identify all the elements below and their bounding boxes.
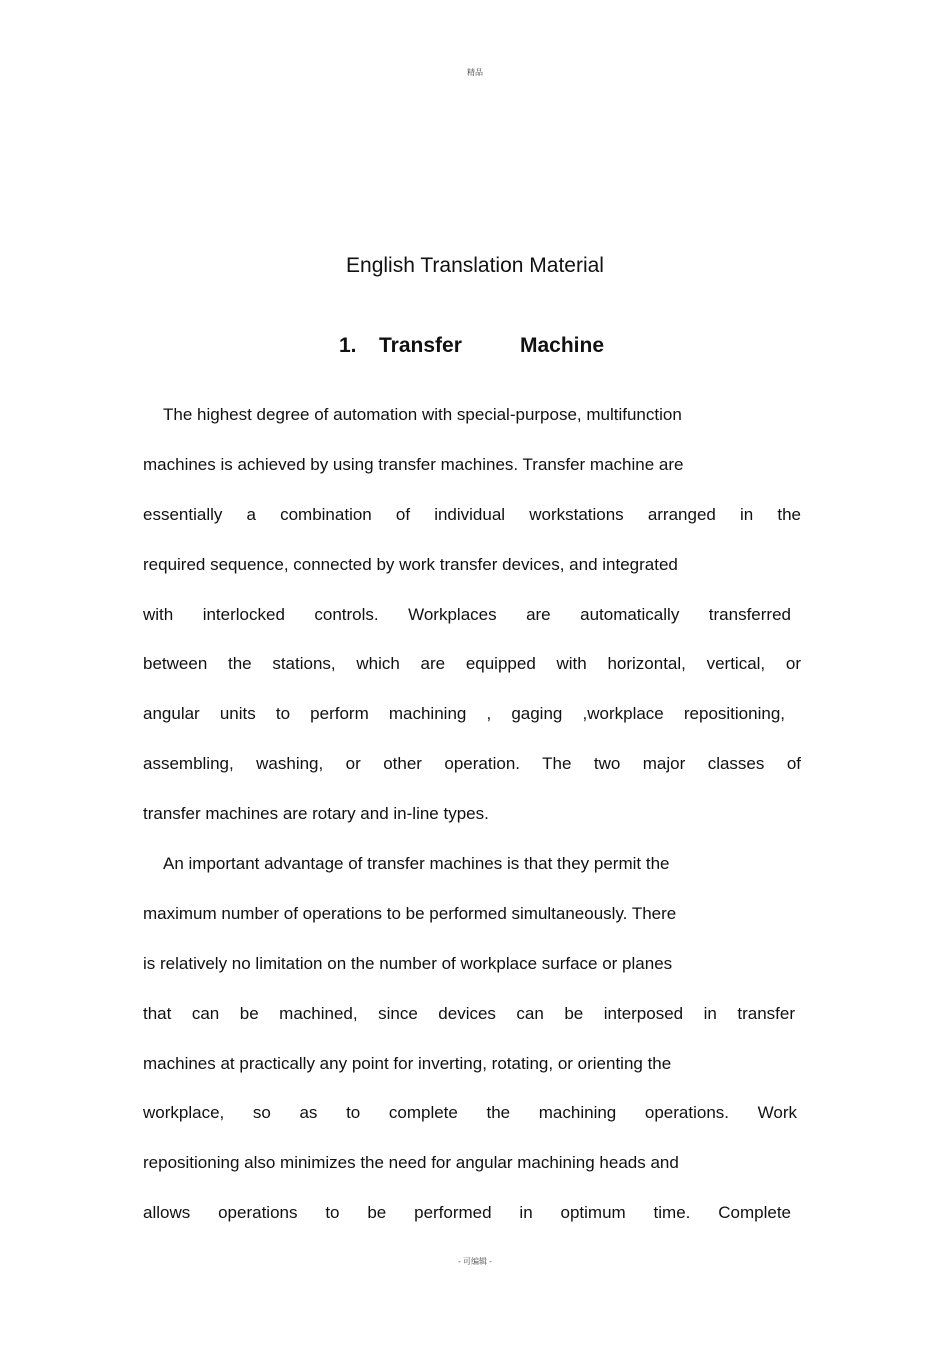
section-title-word-2: Machine — [520, 334, 605, 357]
paragraph-1-line: essentially a combination of individual workstations arranged in the — [143, 504, 801, 524]
section-heading — [339, 334, 604, 358]
document-body — [143, 398, 801, 1246]
paragraph-1-line: angular units to perform machining , gaging ,workplace repositioning, — [143, 704, 785, 724]
paragraph-1-line: required sequence, connected by work transfer devices, and integrated — [143, 554, 678, 574]
paragraph-1-line: assembling, washing, or other operation. The two major classes of — [143, 754, 801, 774]
paragraph-1-line: machines is achieved by using transfer machines. Transfer machine are — [143, 454, 684, 474]
paragraph-1-line: between the stations, which are equipped with horizontal, vertical, or — [143, 654, 801, 674]
paragraph-1-line: transfer machines are rotary and in-line types. — [143, 804, 489, 824]
paragraph-2-line: machines at practically any point for inverting, rotating, or orienting the — [143, 1053, 672, 1073]
document-title: English Translation Material — [346, 254, 604, 277]
paragraph-2-line: allows operations to be performed in optimum time. Complete — [143, 1203, 791, 1223]
paragraph-2-line: repositioning also minimizes the need for angular machining heads and — [143, 1153, 679, 1173]
page-header-mark: 精品 — [467, 68, 483, 77]
paragraph-1-line: The highest degree of automation with special-purpose, multifunction — [163, 405, 682, 424]
page-footer-mark: - 可编辑 - — [458, 1257, 492, 1266]
paragraph-2-line: that can be machined, since devices can be interposed in transfer — [143, 1003, 795, 1023]
paragraph-2-line: maximum number of operations to be performed simultaneously. There — [143, 903, 677, 923]
section-title-word-1: Transfer — [379, 334, 462, 357]
paragraph-1-line: with interlocked controls. Workplaces are automatically transferred — [143, 604, 791, 624]
paragraph-2-line: workplace, so as to complete the machining operations. Work — [143, 1103, 797, 1123]
section-number: 1. — [339, 334, 357, 357]
paragraph-2-line: is relatively no limitation on the number of workplace surface or planes — [143, 953, 673, 973]
paragraph-2-line: An important advantage of transfer machines is that they permit the — [163, 854, 670, 874]
